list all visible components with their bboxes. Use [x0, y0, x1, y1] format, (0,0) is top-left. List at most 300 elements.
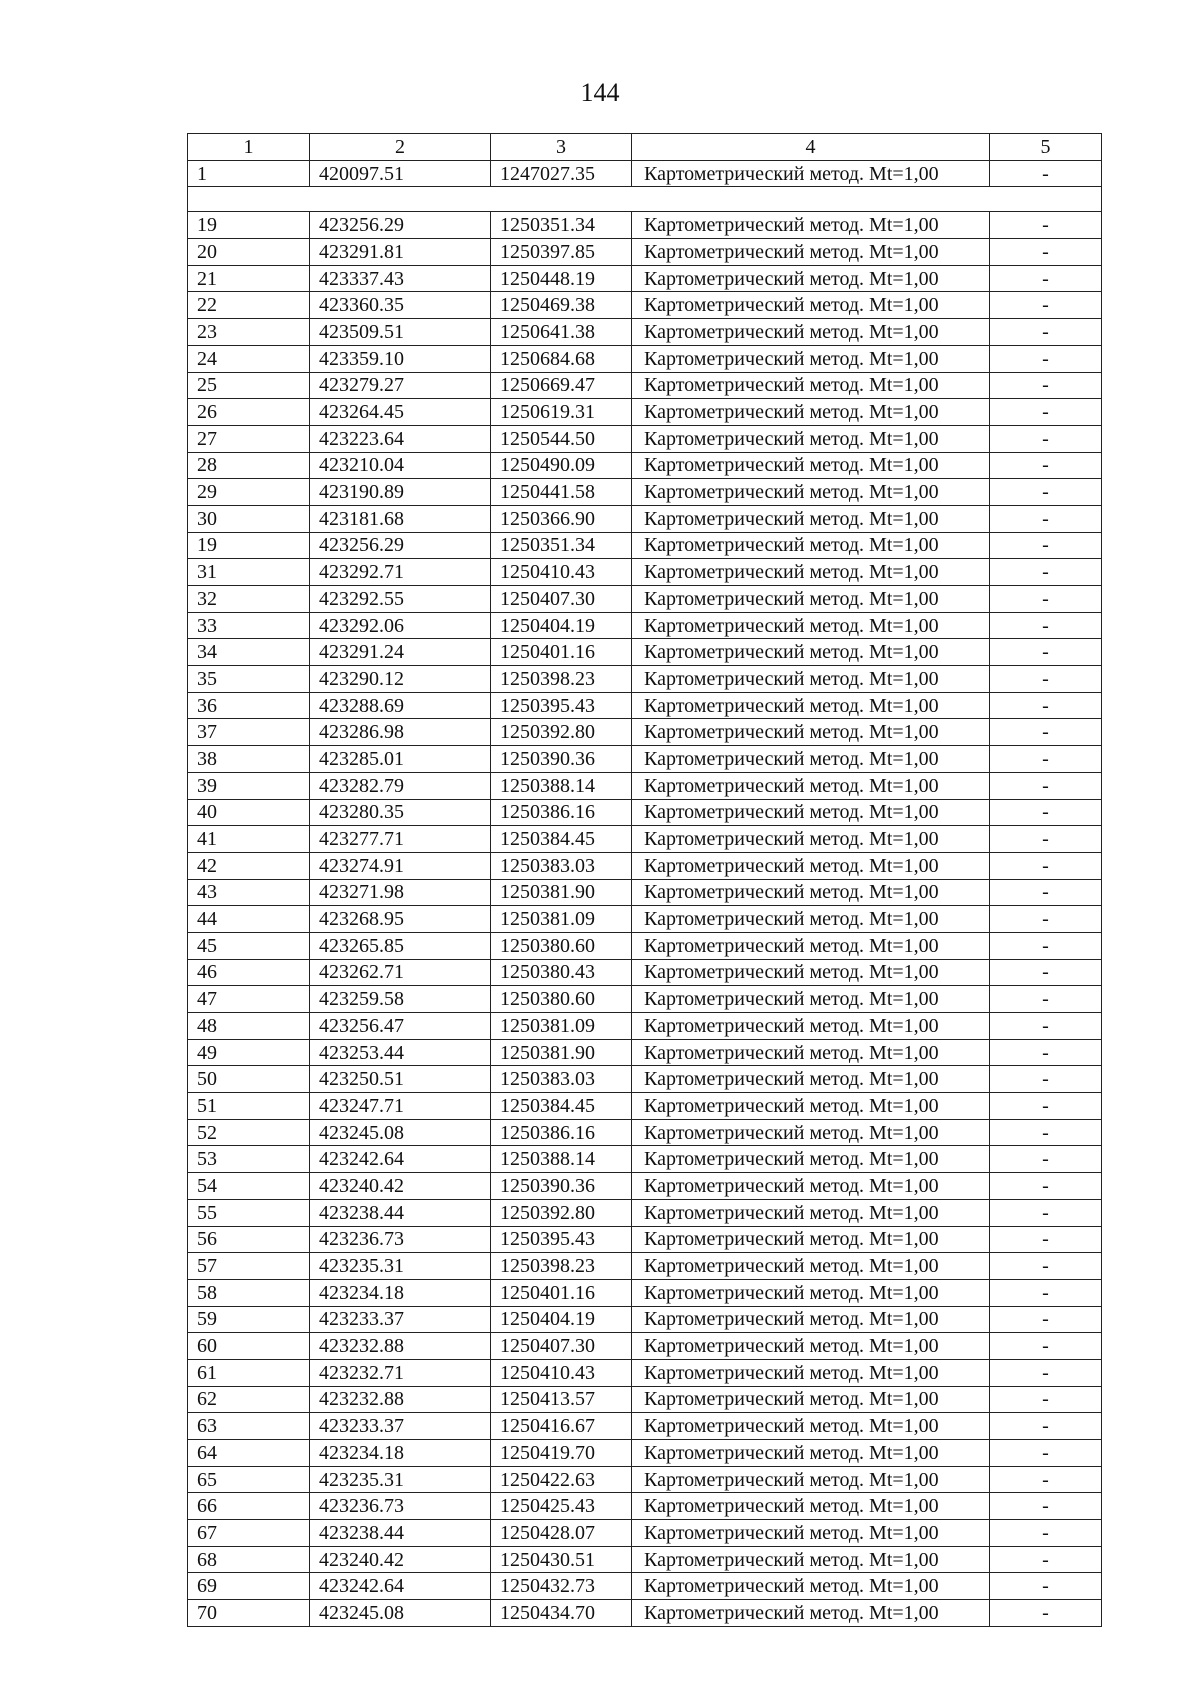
- method-cell: Картометрический метод. Mt=1,00: [632, 692, 990, 719]
- x-coordinate-cell: 423290.12: [310, 666, 491, 693]
- y-coordinate-cell: 1250390.36: [491, 746, 632, 773]
- method-cell: Картометрический метод. Mt=1,00: [632, 906, 990, 933]
- y-coordinate-cell: 1250351.34: [491, 532, 632, 559]
- method-cell: Картометрический метод. Mt=1,00: [632, 425, 990, 452]
- point-number-cell: 51: [188, 1093, 310, 1120]
- method-cell: Картометрический метод. Mt=1,00: [632, 826, 990, 853]
- y-coordinate-cell: 1250388.14: [491, 1146, 632, 1173]
- column-5-cell: -: [990, 879, 1102, 906]
- y-coordinate-cell: 1250381.90: [491, 1039, 632, 1066]
- y-coordinate-cell: 1250432.73: [491, 1573, 632, 1600]
- point-number-cell: 25: [188, 372, 310, 399]
- y-coordinate-cell: 1250430.51: [491, 1546, 632, 1573]
- method-cell: Картометрический метод. Mt=1,00: [632, 1359, 990, 1386]
- column-header: 3: [491, 134, 632, 161]
- y-coordinate-cell: 1250390.36: [491, 1173, 632, 1200]
- column-5-cell: -: [990, 399, 1102, 426]
- column-header: 1: [188, 134, 310, 161]
- point-number-cell: 62: [188, 1386, 310, 1413]
- x-coordinate-cell: 423232.71: [310, 1359, 491, 1386]
- table-row: [188, 1279, 1102, 1306]
- column-5-cell: -: [990, 1573, 1102, 1600]
- table-row: [188, 452, 1102, 479]
- point-number-cell: 50: [188, 1066, 310, 1093]
- column-5-cell: -: [990, 479, 1102, 506]
- x-coordinate-cell: 423250.51: [310, 1066, 491, 1093]
- x-coordinate-cell: 423232.88: [310, 1386, 491, 1413]
- column-5-cell: -: [990, 1306, 1102, 1333]
- table-row: [188, 1013, 1102, 1040]
- method-cell: Картометрический метод. Mt=1,00: [632, 479, 990, 506]
- column-5-cell: -: [990, 1333, 1102, 1360]
- column-5-cell: -: [990, 1226, 1102, 1253]
- x-coordinate-cell: 423236.73: [310, 1493, 491, 1520]
- x-coordinate-cell: 423210.04: [310, 452, 491, 479]
- method-cell: Картометрический метод. Mt=1,00: [632, 532, 990, 559]
- column-5-cell: -: [990, 1413, 1102, 1440]
- x-coordinate-cell: 423280.35: [310, 799, 491, 826]
- y-coordinate-cell: 1250410.43: [491, 1359, 632, 1386]
- table-row: [188, 986, 1102, 1013]
- method-cell: Картометрический метод. Mt=1,00: [632, 772, 990, 799]
- column-5-cell: -: [990, 1093, 1102, 1120]
- y-coordinate-cell: 1250434.70: [491, 1600, 632, 1627]
- point-number-cell: 1: [188, 160, 310, 187]
- method-cell: Картометрический метод. Mt=1,00: [632, 1546, 990, 1573]
- y-coordinate-cell: 1250428.07: [491, 1520, 632, 1547]
- table-row: [188, 1039, 1102, 1066]
- y-coordinate-cell: 1250366.90: [491, 505, 632, 532]
- point-number-cell: 67: [188, 1520, 310, 1547]
- table-row: [188, 1573, 1102, 1600]
- table-row: [188, 532, 1102, 559]
- method-cell: Картометрический метод. Mt=1,00: [632, 586, 990, 613]
- separator-cell: [188, 187, 1102, 212]
- table-row: [188, 959, 1102, 986]
- method-cell: Картометрический метод. Mt=1,00: [632, 319, 990, 346]
- table-row: [188, 1306, 1102, 1333]
- method-cell: Картометрический метод. Mt=1,00: [632, 719, 990, 746]
- y-coordinate-cell: 1250383.03: [491, 1066, 632, 1093]
- column-5-cell: -: [990, 826, 1102, 853]
- y-coordinate-cell: 1250392.80: [491, 1199, 632, 1226]
- table-row: [188, 719, 1102, 746]
- column-5-cell: -: [990, 452, 1102, 479]
- page-number: 144: [580, 78, 620, 107]
- y-coordinate-cell: 1250380.60: [491, 986, 632, 1013]
- method-cell: Картометрический метод. Mt=1,00: [632, 1306, 990, 1333]
- column-5-cell: -: [990, 1386, 1102, 1413]
- x-coordinate-cell: 423285.01: [310, 746, 491, 773]
- table-row: [188, 906, 1102, 933]
- table-row: [188, 1413, 1102, 1440]
- table-row: [188, 345, 1102, 372]
- table-row: [188, 586, 1102, 613]
- method-cell: Картометрический метод. Mt=1,00: [632, 160, 990, 187]
- y-coordinate-cell: 1250380.60: [491, 932, 632, 959]
- method-cell: Картометрический метод. Mt=1,00: [632, 1573, 990, 1600]
- x-coordinate-cell: 423265.85: [310, 932, 491, 959]
- x-coordinate-cell: 423234.18: [310, 1440, 491, 1467]
- method-cell: Картометрический метод. Mt=1,00: [632, 959, 990, 986]
- x-coordinate-cell: 423292.71: [310, 559, 491, 586]
- column-5-cell: -: [990, 1146, 1102, 1173]
- column-5-cell: -: [990, 586, 1102, 613]
- table-row: [188, 1520, 1102, 1547]
- y-coordinate-cell: 1250684.68: [491, 345, 632, 372]
- method-cell: Картометрический метод. Mt=1,00: [632, 1093, 990, 1120]
- point-number-cell: 46: [188, 959, 310, 986]
- column-5-cell: -: [990, 719, 1102, 746]
- table-row: [188, 212, 1102, 239]
- y-coordinate-cell: 1250469.38: [491, 292, 632, 319]
- table-row: [188, 1466, 1102, 1493]
- point-number-cell: 48: [188, 1013, 310, 1040]
- y-coordinate-cell: 1250392.80: [491, 719, 632, 746]
- column-5-cell: -: [990, 639, 1102, 666]
- table-row: [188, 852, 1102, 879]
- table-row: [188, 1440, 1102, 1467]
- method-cell: Картометрический метод. Mt=1,00: [632, 239, 990, 266]
- method-cell: Картометрический метод. Mt=1,00: [632, 932, 990, 959]
- point-number-cell: 31: [188, 559, 310, 586]
- column-5-cell: -: [990, 906, 1102, 933]
- y-coordinate-cell: 1250383.03: [491, 852, 632, 879]
- x-coordinate-cell: 420097.51: [310, 160, 491, 187]
- y-coordinate-cell: 1250544.50: [491, 425, 632, 452]
- method-cell: Картометрический метод. Mt=1,00: [632, 852, 990, 879]
- point-number-cell: 34: [188, 639, 310, 666]
- y-coordinate-cell: 1250381.09: [491, 906, 632, 933]
- point-number-cell: 41: [188, 826, 310, 853]
- method-cell: Картометрический метод. Mt=1,00: [632, 559, 990, 586]
- y-coordinate-cell: 1250404.19: [491, 1306, 632, 1333]
- table-row: [188, 1333, 1102, 1360]
- y-coordinate-cell: 1250441.58: [491, 479, 632, 506]
- method-cell: Картометрический метод. Mt=1,00: [632, 1226, 990, 1253]
- y-coordinate-cell: 1250384.45: [491, 826, 632, 853]
- method-cell: Картометрический метод. Mt=1,00: [632, 372, 990, 399]
- column-5-cell: -: [990, 1520, 1102, 1547]
- method-cell: Картометрический метод. Mt=1,00: [632, 1520, 990, 1547]
- column-5-cell: -: [990, 160, 1102, 187]
- column-5-cell: -: [990, 1600, 1102, 1627]
- column-5-cell: -: [990, 319, 1102, 346]
- y-coordinate-cell: 1250416.67: [491, 1413, 632, 1440]
- point-number-cell: 44: [188, 906, 310, 933]
- method-cell: Картометрический метод. Mt=1,00: [632, 399, 990, 426]
- x-coordinate-cell: 423235.31: [310, 1253, 491, 1280]
- y-coordinate-cell: 1247027.35: [491, 160, 632, 187]
- point-number-cell: 49: [188, 1039, 310, 1066]
- method-cell: Картометрический метод. Mt=1,00: [632, 1600, 990, 1627]
- point-number-cell: 30: [188, 505, 310, 532]
- column-header: 5: [990, 134, 1102, 161]
- x-coordinate-cell: 423232.88: [310, 1333, 491, 1360]
- point-number-cell: 20: [188, 239, 310, 266]
- method-cell: Картометрический метод. Mt=1,00: [632, 612, 990, 639]
- table-row: [188, 505, 1102, 532]
- x-coordinate-cell: 423264.45: [310, 399, 491, 426]
- x-coordinate-cell: 423259.58: [310, 986, 491, 1013]
- point-number-cell: 45: [188, 932, 310, 959]
- column-5-cell: -: [990, 505, 1102, 532]
- y-coordinate-cell: 1250407.30: [491, 1333, 632, 1360]
- x-coordinate-cell: 423253.44: [310, 1039, 491, 1066]
- x-coordinate-cell: 423256.29: [310, 212, 491, 239]
- point-number-cell: 58: [188, 1279, 310, 1306]
- method-cell: Картометрический метод. Mt=1,00: [632, 265, 990, 292]
- column-5-cell: -: [990, 1013, 1102, 1040]
- column-5-cell: -: [990, 1253, 1102, 1280]
- y-coordinate-cell: 1250641.38: [491, 319, 632, 346]
- y-coordinate-cell: 1250381.09: [491, 1013, 632, 1040]
- column-5-cell: -: [990, 1466, 1102, 1493]
- x-coordinate-cell: 423268.95: [310, 906, 491, 933]
- x-coordinate-cell: 423337.43: [310, 265, 491, 292]
- point-number-cell: 21: [188, 265, 310, 292]
- x-coordinate-cell: 423245.08: [310, 1600, 491, 1627]
- point-number-cell: 26: [188, 399, 310, 426]
- point-number-cell: 27: [188, 425, 310, 452]
- table-header-row: [188, 134, 1102, 161]
- point-number-cell: 43: [188, 879, 310, 906]
- x-coordinate-cell: 423223.64: [310, 425, 491, 452]
- point-number-cell: 37: [188, 719, 310, 746]
- table-row: [188, 160, 1102, 187]
- column-5-cell: -: [990, 265, 1102, 292]
- column-5-cell: -: [990, 372, 1102, 399]
- table-row: [188, 1359, 1102, 1386]
- point-number-cell: 57: [188, 1253, 310, 1280]
- x-coordinate-cell: 423291.81: [310, 239, 491, 266]
- point-number-cell: 33: [188, 612, 310, 639]
- y-coordinate-cell: 1250384.45: [491, 1093, 632, 1120]
- point-number-cell: 69: [188, 1573, 310, 1600]
- column-5-cell: -: [990, 932, 1102, 959]
- table-row: [188, 1253, 1102, 1280]
- method-cell: Картометрический метод. Mt=1,00: [632, 799, 990, 826]
- point-number-cell: 66: [188, 1493, 310, 1520]
- table-row: [188, 319, 1102, 346]
- y-coordinate-cell: 1250404.19: [491, 612, 632, 639]
- column-5-cell: -: [990, 239, 1102, 266]
- column-5-cell: -: [990, 746, 1102, 773]
- y-coordinate-cell: 1250401.16: [491, 639, 632, 666]
- x-coordinate-cell: 423236.73: [310, 1226, 491, 1253]
- point-number-cell: 19: [188, 532, 310, 559]
- point-number-cell: 29: [188, 479, 310, 506]
- y-coordinate-cell: 1250407.30: [491, 586, 632, 613]
- table-row: [188, 1199, 1102, 1226]
- x-coordinate-cell: 423286.98: [310, 719, 491, 746]
- point-number-cell: 53: [188, 1146, 310, 1173]
- y-coordinate-cell: 1250395.43: [491, 1226, 632, 1253]
- table-row: [188, 612, 1102, 639]
- column-5-cell: -: [990, 1119, 1102, 1146]
- table-row: [188, 372, 1102, 399]
- point-number-cell: 40: [188, 799, 310, 826]
- y-coordinate-cell: 1250425.43: [491, 1493, 632, 1520]
- x-coordinate-cell: 423282.79: [310, 772, 491, 799]
- method-cell: Картометрический метод. Mt=1,00: [632, 746, 990, 773]
- x-coordinate-cell: 423240.42: [310, 1546, 491, 1573]
- column-5-cell: -: [990, 692, 1102, 719]
- method-cell: Картометрический метод. Mt=1,00: [632, 1146, 990, 1173]
- method-cell: Картометрический метод. Mt=1,00: [632, 1253, 990, 1280]
- point-number-cell: 70: [188, 1600, 310, 1627]
- y-coordinate-cell: 1250380.43: [491, 959, 632, 986]
- table-row: [188, 1386, 1102, 1413]
- column-5-cell: -: [990, 1440, 1102, 1467]
- method-cell: Картометрический метод. Mt=1,00: [632, 1279, 990, 1306]
- table-row: [188, 1493, 1102, 1520]
- y-coordinate-cell: 1250419.70: [491, 1440, 632, 1467]
- point-number-cell: 64: [188, 1440, 310, 1467]
- y-coordinate-cell: 1250398.23: [491, 666, 632, 693]
- x-coordinate-cell: 423235.31: [310, 1466, 491, 1493]
- point-number-cell: 24: [188, 345, 310, 372]
- table-row: [188, 879, 1102, 906]
- column-5-cell: -: [990, 345, 1102, 372]
- x-coordinate-cell: 423271.98: [310, 879, 491, 906]
- column-5-cell: -: [990, 425, 1102, 452]
- column-5-cell: -: [990, 772, 1102, 799]
- y-coordinate-cell: 1250388.14: [491, 772, 632, 799]
- method-cell: Картометрический метод. Mt=1,00: [632, 1039, 990, 1066]
- point-number-cell: 28: [188, 452, 310, 479]
- method-cell: Картометрический метод. Mt=1,00: [632, 639, 990, 666]
- x-coordinate-cell: 423238.44: [310, 1520, 491, 1547]
- point-number-cell: 32: [188, 586, 310, 613]
- column-5-cell: -: [990, 1173, 1102, 1200]
- column-5-cell: -: [990, 1279, 1102, 1306]
- coordinates-table: [187, 133, 1102, 1627]
- method-cell: Картометрический метод. Mt=1,00: [632, 1333, 990, 1360]
- x-coordinate-cell: 423233.37: [310, 1306, 491, 1333]
- method-cell: Картометрический метод. Mt=1,00: [632, 986, 990, 1013]
- y-coordinate-cell: 1250351.34: [491, 212, 632, 239]
- x-coordinate-cell: 423291.24: [310, 639, 491, 666]
- method-cell: Картометрический метод. Mt=1,00: [632, 345, 990, 372]
- point-number-cell: 54: [188, 1173, 310, 1200]
- column-header: 2: [310, 134, 491, 161]
- method-cell: Картометрический метод. Mt=1,00: [632, 1386, 990, 1413]
- column-5-cell: -: [990, 532, 1102, 559]
- table-row: [188, 1546, 1102, 1573]
- column-5-cell: -: [990, 986, 1102, 1013]
- point-number-cell: 60: [188, 1333, 310, 1360]
- point-number-cell: 19: [188, 212, 310, 239]
- y-coordinate-cell: 1250619.31: [491, 399, 632, 426]
- column-5-cell: -: [990, 799, 1102, 826]
- column-5-cell: -: [990, 559, 1102, 586]
- x-coordinate-cell: 423359.10: [310, 345, 491, 372]
- column-5-cell: -: [990, 959, 1102, 986]
- column-5-cell: -: [990, 1493, 1102, 1520]
- point-number-cell: 23: [188, 319, 310, 346]
- y-coordinate-cell: 1250386.16: [491, 799, 632, 826]
- table-row: [188, 1173, 1102, 1200]
- table-row: [188, 479, 1102, 506]
- table-row: [188, 292, 1102, 319]
- x-coordinate-cell: 423262.71: [310, 959, 491, 986]
- table-row: [188, 1119, 1102, 1146]
- point-number-cell: 56: [188, 1226, 310, 1253]
- table-row: [188, 826, 1102, 853]
- point-number-cell: 52: [188, 1119, 310, 1146]
- column-5-cell: -: [990, 1039, 1102, 1066]
- table-row: [188, 265, 1102, 292]
- point-number-cell: 39: [188, 772, 310, 799]
- method-cell: Картометрический метод. Mt=1,00: [632, 452, 990, 479]
- x-coordinate-cell: 423360.35: [310, 292, 491, 319]
- table-row: [188, 1093, 1102, 1120]
- column-5-cell: -: [990, 212, 1102, 239]
- column-5-cell: -: [990, 852, 1102, 879]
- y-coordinate-cell: 1250397.85: [491, 239, 632, 266]
- point-number-cell: 42: [188, 852, 310, 879]
- x-coordinate-cell: 423509.51: [310, 319, 491, 346]
- method-cell: Картометрический метод. Mt=1,00: [632, 1013, 990, 1040]
- table-row: [188, 639, 1102, 666]
- y-coordinate-cell: 1250401.16: [491, 1279, 632, 1306]
- point-number-cell: 38: [188, 746, 310, 773]
- x-coordinate-cell: 423240.42: [310, 1173, 491, 1200]
- method-cell: Картометрический метод. Mt=1,00: [632, 212, 990, 239]
- method-cell: Картометрический метод. Mt=1,00: [632, 1173, 990, 1200]
- point-number-cell: 47: [188, 986, 310, 1013]
- point-number-cell: 22: [188, 292, 310, 319]
- x-coordinate-cell: 423190.89: [310, 479, 491, 506]
- table-row: [188, 772, 1102, 799]
- method-cell: Картометрический метод. Mt=1,00: [632, 1440, 990, 1467]
- column-5-cell: -: [990, 1199, 1102, 1226]
- method-cell: Картометрический метод. Mt=1,00: [632, 505, 990, 532]
- x-coordinate-cell: 423292.06: [310, 612, 491, 639]
- table-row: [188, 239, 1102, 266]
- method-cell: Картометрический метод. Mt=1,00: [632, 1466, 990, 1493]
- column-header: 4: [632, 134, 990, 161]
- table-row: [188, 1226, 1102, 1253]
- table-row: [188, 932, 1102, 959]
- x-coordinate-cell: 423247.71: [310, 1093, 491, 1120]
- y-coordinate-cell: 1250413.57: [491, 1386, 632, 1413]
- method-cell: Картометрический метод. Mt=1,00: [632, 666, 990, 693]
- method-cell: Картометрический метод. Mt=1,00: [632, 292, 990, 319]
- y-coordinate-cell: 1250490.09: [491, 452, 632, 479]
- separator-row: [188, 187, 1102, 212]
- point-number-cell: 68: [188, 1546, 310, 1573]
- point-number-cell: 65: [188, 1466, 310, 1493]
- x-coordinate-cell: 423274.91: [310, 852, 491, 879]
- table-row: [188, 799, 1102, 826]
- x-coordinate-cell: 423256.29: [310, 532, 491, 559]
- column-5-cell: -: [990, 666, 1102, 693]
- point-number-cell: 61: [188, 1359, 310, 1386]
- method-cell: Картометрический метод. Mt=1,00: [632, 879, 990, 906]
- y-coordinate-cell: 1250410.43: [491, 559, 632, 586]
- y-coordinate-cell: 1250386.16: [491, 1119, 632, 1146]
- x-coordinate-cell: 423288.69: [310, 692, 491, 719]
- x-coordinate-cell: 423277.71: [310, 826, 491, 853]
- point-number-cell: 63: [188, 1413, 310, 1440]
- method-cell: Картометрический метод. Mt=1,00: [632, 1119, 990, 1146]
- point-number-cell: 35: [188, 666, 310, 693]
- column-5-cell: -: [990, 1359, 1102, 1386]
- table-row: [188, 425, 1102, 452]
- x-coordinate-cell: 423279.27: [310, 372, 491, 399]
